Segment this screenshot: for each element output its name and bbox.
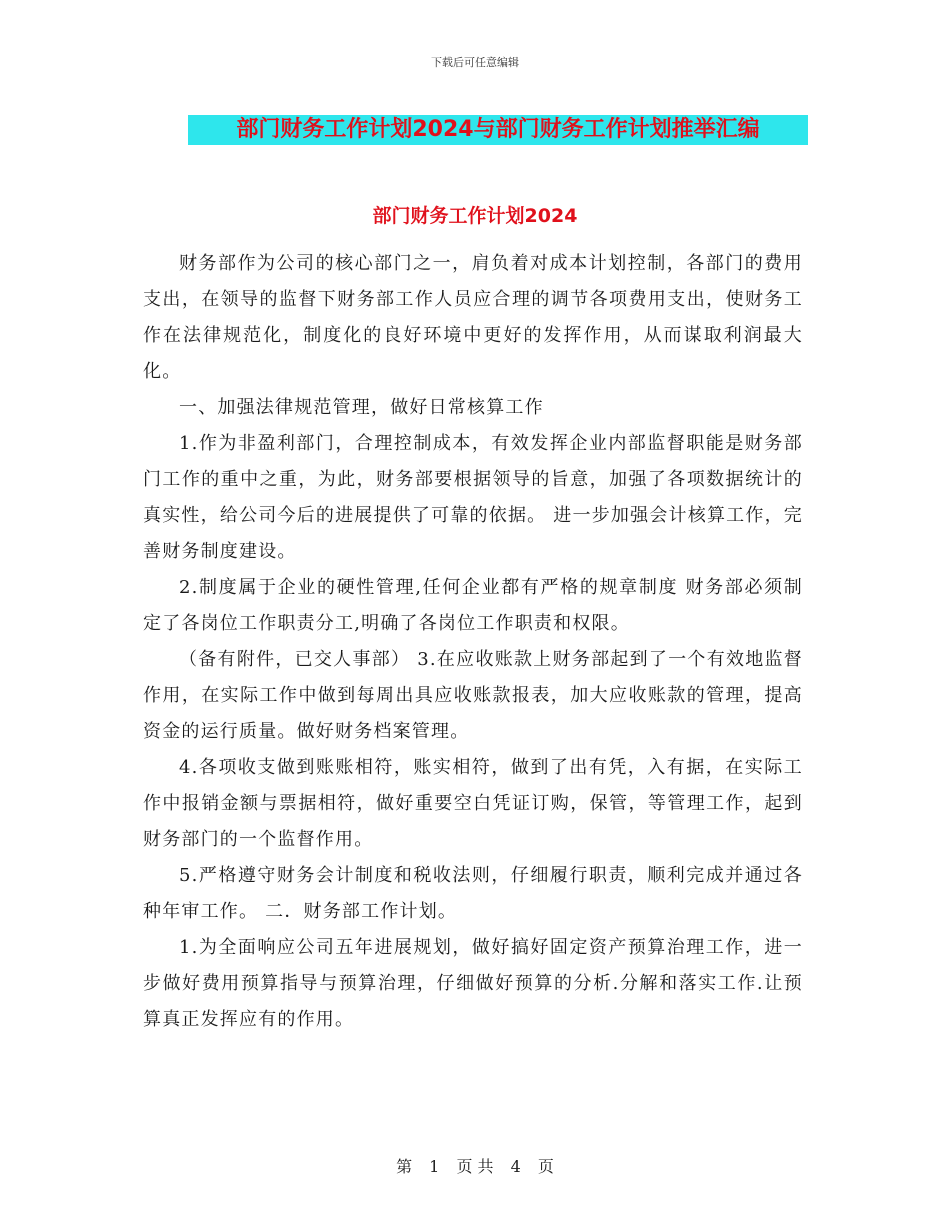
footer-middle: 页 共 (456, 1157, 494, 1176)
footer-prefix: 第 (396, 1157, 413, 1176)
page-header-note: 下载后可任意编辑 (431, 56, 519, 69)
footer-current-page: 1 (429, 1157, 440, 1176)
body-paragraph: 4.各项收支做到账账相符，账实相符，做到了出有凭，入有据，在实际工作中报销金额与票据相符，做好重要空白凭证订购，保管，等管理工作，起到财务部门的一个监督作用。 (143, 757, 803, 850)
body-paragraph: 1.为全面响应公司五年进展规划，做好搞好固定资产预算治理工作，进一步做好费用预算指导与预算治理，仔细做好预算的分析.分解和落实工作.让预算真正发挥应有的作用。 (143, 937, 803, 1030)
section-title: 部门财务工作计划2024 (372, 205, 578, 227)
page-footer (0, 1154, 950, 1177)
body-paragraph: 1.作为非盈利部门，合理控制成本，有效发挥企业内部监督职能是财务部门工作的重中之重，为此，财务部要根据领导的旨意，加强了各项数据统计的真实性，给公司今后的进展提供了可靠的依据。 进一步加强会计核算工作，完善财务制度建设。 (143, 433, 803, 562)
body-paragraph: 5.严格遵守财务会计制度和税收法则，仔细履行职责，顺利完成并通过各种年审工作。 二．财务部工作计划。 (143, 865, 803, 922)
footer-suffix: 页 (537, 1157, 554, 1176)
footer-total-pages: 4 (510, 1157, 521, 1176)
document-main-title: 部门财务工作计划2024与部门财务工作计划推举汇编 (188, 115, 808, 145)
body-paragraph: （备有附件，已交人事部） 3.在应收账款上财务部起到了一个有效地监督作用，在实际工作中做到每周出具应收账款报表，加大应收账款的管理，提高资金的运行质量。做好财务档案管理。 (143, 649, 803, 742)
body-paragraph: 财务部作为公司的核心部门之一，肩负着对成本计划控制，各部门的费用支出，在领导的监督下财务部工作人员应合理的调节各项费用支出，使财务工作在法律规范化，制度化的良好环境中更好的发挥作用，从而谋取利润最大化。 (143, 253, 803, 382)
body-paragraph: 2.制度属于企业的硬性管理,任何企业都有严格的规章制度 财务部必须制定了各岗位工作职责分工,明确了各岗位工作职责和权限。 (143, 577, 803, 634)
document-body (143, 246, 803, 1038)
body-heading: 一、加强法律规范管理，做好日常核算工作 (179, 397, 544, 418)
